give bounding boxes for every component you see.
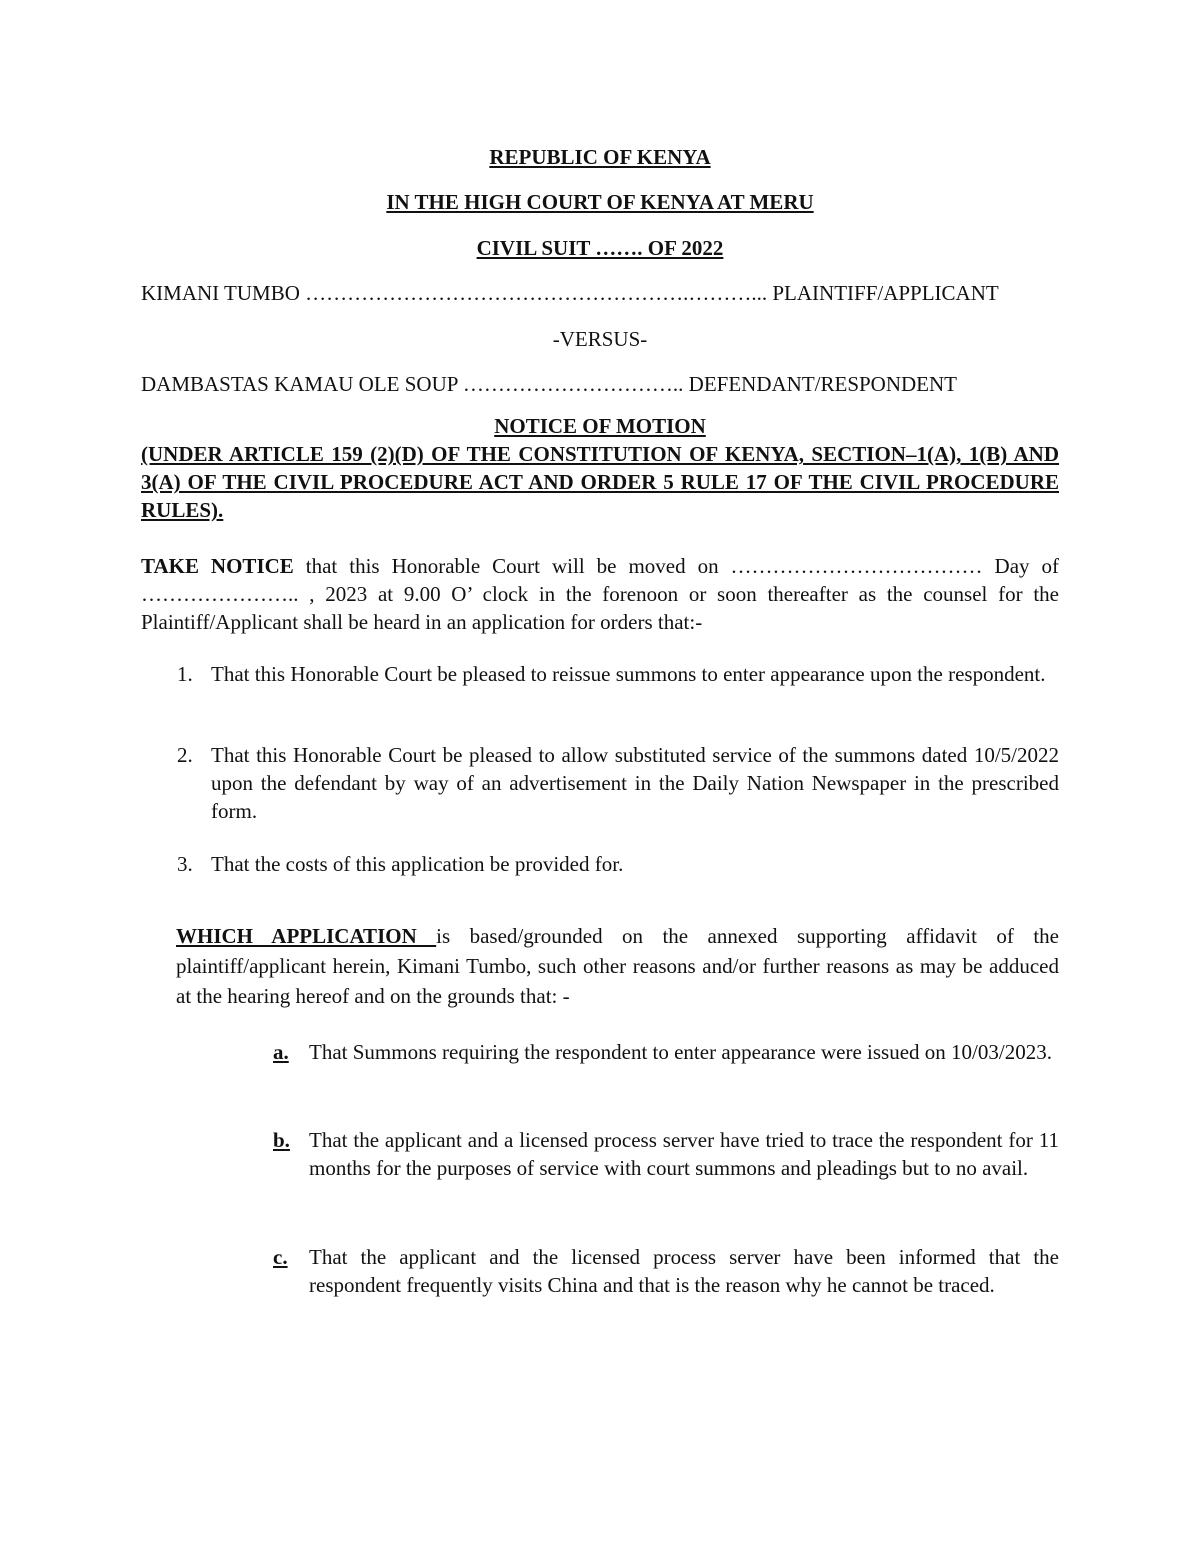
court-heading: IN THE HIGH COURT OF KENYA AT MERU — [386, 190, 814, 214]
motion-under: (UNDER ARTICLE 159 (2)(D) OF THE CONSTITUTION OF KENYA, SECTION–1(A), 1(B) AND 3(A) OF THE CIVIL PROCEDURE ACT AND ORDER 5 RULE 17 OF THE CIVIL PROCEDURE RULES). — [141, 442, 1059, 522]
ground-text: That the applicant and the licensed process server have been informed that the respondent frequently visits China and that is the reason why he cannot be traced. — [309, 1245, 1059, 1297]
motion-heading — [141, 412, 1059, 524]
order-text: That the costs of this application be provided for. — [211, 852, 624, 876]
versus-line: -VERSUS- — [552, 327, 648, 351]
ground-letter: b. — [273, 1128, 290, 1152]
take-notice-lead: TAKE NOTICE — [141, 554, 294, 578]
ground-text: That Summons requiring the respondent to enter appearance were issued on 10/03/2023. — [309, 1040, 1052, 1064]
ground-letter: a. — [273, 1040, 289, 1064]
suit-heading: CIVIL SUIT ……. OF 2022 — [476, 236, 724, 260]
plaintiff-line: KIMANI TUMBO ……………………………………………….………... PLAINTIFF/APPLICANT — [141, 281, 999, 305]
order-number: 2. — [177, 743, 193, 767]
take-notice-body: that this Honorable Court will be moved on ……………………………… Day of ………………….. , 2023 at 9.00 O’ clock in the forenoon or soon thereafter as the counsel for the Plaintiff/Applicant shall be heard in an application for orders that:- — [141, 554, 1059, 634]
order-text: That this Honorable Court be pleased to allow substituted service of the summons dated 10/5/2022 upon the defendant by way of an advertisement in the Daily Nation Newspaper in the prescribed form. — [211, 743, 1059, 823]
ground-text: That the applicant and a licensed process server have tried to trace the respondent for 11 months for the purposes of service with court summons and pleadings but to no avail. — [309, 1128, 1059, 1180]
order-text: That this Honorable Court be pleased to reissue summons to enter appearance upon the respondent. — [211, 662, 1046, 686]
which-application-paragraph — [176, 921, 1059, 1011]
motion-title: NOTICE OF MOTION — [494, 414, 706, 438]
take-notice-paragraph — [141, 552, 1059, 636]
order-number: 3. — [177, 852, 193, 876]
order-number: 1. — [177, 662, 193, 686]
which-application-body: is based/grounded on the annexed supporting affidavit of the plaintiff/applicant herein, Kimani Tumbo, such other reasons and/or further reasons as may be adduced at the hearing hereof and on the grounds that: - — [176, 924, 1059, 1008]
which-application-lead: WHICH APPLICATION — [176, 924, 437, 948]
defendant-line: DAMBASTAS KAMAU OLE SOUP ………………………….. DEFENDANT/RESPONDENT — [141, 372, 957, 396]
ground-letter: c. — [273, 1245, 288, 1269]
republic-heading: REPUBLIC OF KENYA — [489, 145, 711, 169]
